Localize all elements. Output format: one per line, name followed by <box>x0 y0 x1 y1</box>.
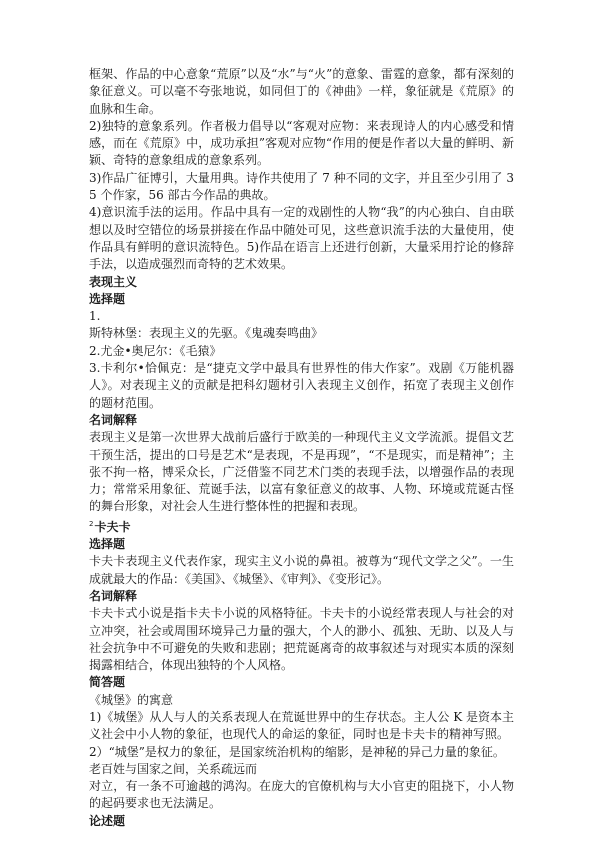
subheading-choice: 选择题 <box>89 291 126 306</box>
choice-item-4: 3.卡利尔•恰佩克：是“捷克文学中最具有世界性的伟大作家”。戏剧《万能机器人》。对表现主义的贡献是把科幻题材引入表现主义创作，拓宽了表现主义创作的题材范围。 <box>89 361 514 410</box>
section-heading-kafka <box>89 516 514 536</box>
choice-item-1: 1. <box>89 309 101 324</box>
short-item-1: 1)《城堡》从人与人的关系表现人在荒诞世界中的生存状态。主人公 K 是资本主义社会中小人物的象征，也现代人的命运的象征，同时也是卡夫卡的精神写照。 <box>89 709 514 742</box>
intro-paragraph-2: 2)独特的意象系列。作者极力倡导以“客观对应物：来表现诗人的内心感受和情感，而在《荒原》中，成功承担”客观对应物“作用的便是作者以大量的鲜明、新颖、奇特的意象组成的意象系列。 <box>89 118 514 168</box>
term-expressionism: 表现主义是第一次世界大战前后盛行于欧美的一种现代主义文学流派。提倡文艺干预生活，提出的口号是艺术“是表现，不是再现”，“不是现实，而是精神”；主张不拘一格，博采众长，广泛借鉴不同艺术门类的表现手法，以增强作品的表现力；常常采用象征、荒诞手法，以富有象征意义的故事、人物、环境或荒诞古怪的舞台形象，对社会人生进行整体性的把握和表现。 <box>89 430 514 514</box>
section-heading-expressionism: 表现主义 <box>89 274 138 289</box>
subheading-short-answer: 简答题 <box>89 675 126 690</box>
heading-text: 卡夫卡 <box>94 519 131 534</box>
kafka-choice-text: 卡夫卡表现主义代表作家，现实主义小说的鼻祖。被尊为“现代文学之父”。一生成就最大的作品：《美国》、《城堡》、《审判》、《变形记》。 <box>89 554 514 586</box>
subheading-essay: 论述题 <box>89 813 126 828</box>
choice-item-3: 2.尤金•奥尼尔：《毛猿》 <box>89 343 222 358</box>
short-item-2: 2）“城堡”是权力的象征，是国家统治机构的缩影，是神秘的异己力量的象征。 <box>89 744 505 759</box>
subheading-term-kafka: 名词解释 <box>89 588 138 603</box>
heading-number: 2 <box>89 519 94 528</box>
subheading-term: 名词解释 <box>89 412 138 427</box>
intro-paragraph-3: 3)作品广征博引，大量用典。诗作共使用了 7 种不同的文字，并且至少引用了 35 个作家，56 部古今作品的典故。 <box>89 170 514 203</box>
intro-paragraph-1: 框架、作品的中心意象“荒原”以及“水”与“火”的意象、雷霆的意象，都有深刻的象征意义。可以毫不夸张地说，如同但丁的《神曲》一样，象征就是《荒原》的血脉和生命。 <box>89 67 514 116</box>
short-item-4: 对立，有一条不可逾越的鸿沟。在庞大的官僚机构与大小官吏的阻挠下，小人物的起码要求也无法满足。 <box>89 779 514 811</box>
intro-paragraph-4: 4)意识流手法的运用。作品中具有一定的戏剧性的人物“我”的内心独白、自由联想以及时空错位的场景拼接在作品中随处可见，这些意识流手法的大量使用，使作品具有鲜明的意识流特色。5)作品在语言上还进行创新，大量采用拧论的修辞手法，以造成强烈而奇特的艺术效果。 <box>89 205 514 272</box>
short-item-3: 老百姓与国家之间，关系疏远而 <box>89 761 258 776</box>
choice-item-2: 斯特林堡：表现主义的先驱。《鬼魂奏鸣曲》 <box>89 326 324 341</box>
short-item-title: 《城堡》的寓意 <box>89 692 174 707</box>
subheading-choice-kafka: 选择题 <box>89 537 126 552</box>
term-kafka-style: 卡夫卡式小说是指卡夫卡小说的风格特征。卡夫卡的小说经常表现人与社会的对立冲突，社会或周围环境异己力量的强大，个人的渺小、孤独、无助、以及人与社会抗争中不可避免的失败和悲剧；把荒诞离奇的故事叙述与对现实本质的深刻揭露相结合，体现出独特的个人风格。 <box>89 606 514 673</box>
